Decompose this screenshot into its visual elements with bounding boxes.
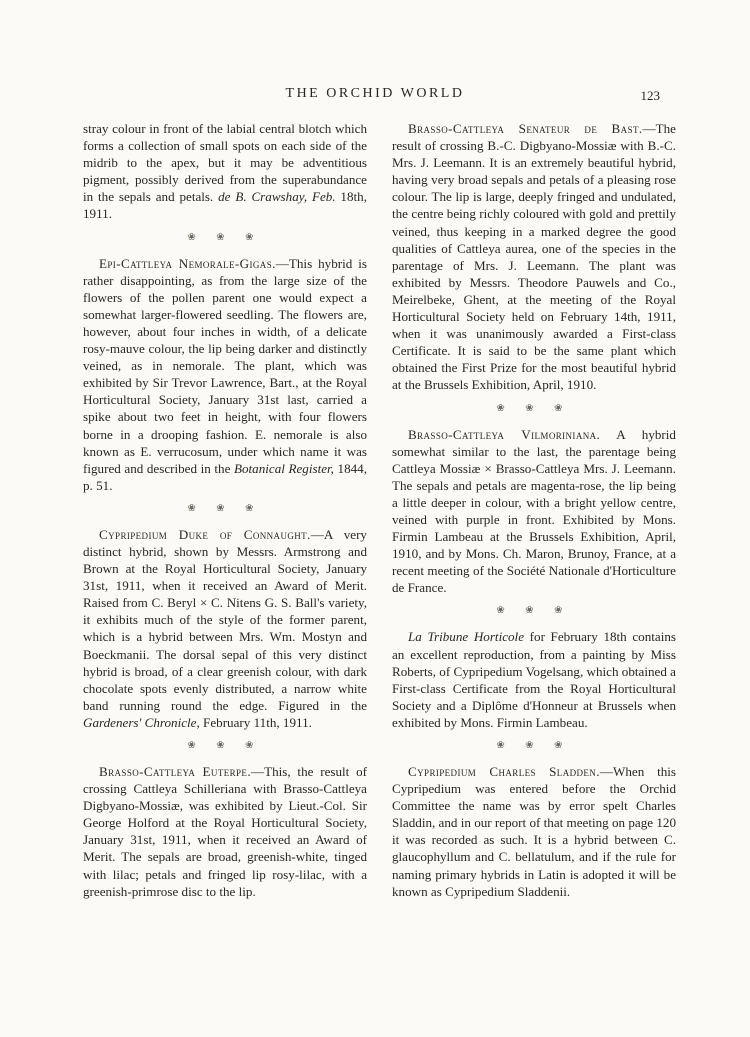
article-brasso-vilmoriniana: [392, 426, 676, 597]
article-body: —A very distinct hybrid, shown by Messrs. Armstrong and Brown at the Royal Horticultural Society, January 31st, 1911, when it received an Award of Merit. Raised from C. Beryl × C. Nitens G. S. Ball's variety, it exhibits much of the style of the former parent, which is a hybrid between Mrs. Wm. Mostyn and Boeckmanii. The dorsal sepal of this very distinct hybrid is broad, of a clear greenish colour, with dark chocolate spots evenly distributed, a narrow white band running round the edge. Figured in the: [83, 526, 367, 713]
right-column: [392, 120, 676, 900]
left-column: [83, 120, 367, 900]
publication-reference: Gardeners' Chronicle,: [83, 714, 200, 730]
article-epi-cattleya: [83, 255, 367, 494]
article-body: —When this Cypripedium was entered before the Orchid Committee the name was by error spelt Charles Sladdin, and in our report of that meeting on page 120 it was recorded as such. It is a hybrid between C. glaucophyllum and C. bellatulum, and if the rule for naming primary hybrids in Latin is adopted it will be known as Cypripedium Sladdenii.: [392, 764, 676, 899]
article-cypripedium-sladden: [392, 763, 676, 900]
page-number: 123: [640, 88, 660, 103]
publication-reference: Botanical Register,: [233, 460, 334, 476]
article-body-end: February 11th, 1911.: [203, 714, 312, 730]
article-tribune-horticole: [392, 628, 676, 731]
ornament-separator: ❀ ❀ ❀: [187, 740, 263, 751]
article-heading: Brasso-Cattleya Senateur de Bast.: [408, 121, 643, 136]
article-body-end: 1844, p. 51.: [83, 460, 367, 493]
article-heading: Brasso-Cattleya Vilmoriniana.: [408, 426, 601, 442]
article-brasso-senateur: [392, 120, 676, 394]
article-heading: Epi-Cattleya Nemorale-Gigas.: [99, 255, 276, 271]
running-title: THE ORCHID WORLD: [285, 86, 465, 101]
ornament-separator: ❀ ❀ ❀: [496, 402, 572, 414]
article-heading: Cypripedium Charles Sladden.: [408, 764, 600, 779]
author-signature: de B. Crawshay, Feb.: [218, 189, 336, 205]
article-brasso-euterpe: [83, 763, 367, 900]
article-heading: Brasso-Cattleya Euterpe.: [99, 764, 251, 779]
ornament-separator: ❀ ❀ ❀: [187, 231, 263, 243]
ornament-separator: ❀ ❀ ❀: [496, 605, 572, 617]
ornament-separator: ❀ ❀ ❀: [496, 740, 572, 751]
article-body: for February 18th contains an excellent reproduction, from a painting by Miss Roberts, of Cypripedium Vogelsang, which obtained a First-class Certificate from the Royal Horticultural Society and a Diplôme d'Honneur at Brussels when exhibited by Mons. Firmin Lambeau.: [392, 629, 676, 730]
signature-date: 18th, 1911.: [83, 189, 367, 222]
article-continuation: [83, 120, 367, 223]
continuation-text: stray colour in front of the labial central blotch which forms a collection of small spots on each side of the midrib to the apex, but it may be adventitious pigment, possibly derived from the superabundance in the sepals and petals.: [83, 121, 367, 205]
article-heading: Cypripedium Duke of Connaught.: [99, 526, 311, 542]
article-body: —This, the result of crossing Cattleya Schilleriana with Brasso-Cattleya Digbyano-Mossiæ, was exhibited by Lieut.-Col. Sir George Holford at the Royal Horticultural Society, January 31st, 1911, when it received an Award of Merit. The sepals are broad, greenish-white, tinged with lilac; petals and fringed lip rosy-lilac, with a greenish-primrose disc to the lip.: [83, 764, 367, 899]
article-body: —The result of crossing B.-C. Digbyano-Mossiæ with B.-C. Mrs. J. Leemann. It is an extremely beautiful hybrid, having very broad sepals and petals of a pleasing rose colour. The lip is large, deeply fringed and undulated, the centre being richly coloured with gold and prettily veined, thus keeping in a marked degree the good qualities of Cattleya aurea, one of the species in the parentage of Mrs. J. Leemann. The plant was exhibited by Messrs. Theodore Pauwels and Co., Meirelbeke, Ghent, at the meeting of the Royal Horticultural Society held on February 14th, 1911, when it was unanimously awarded a First-class Certificate. It is said to be the same plant which obtained the First Prize for the most beautiful hybrid at the Brussels Exhibition, April, 1910.: [392, 121, 676, 393]
ornament-separator: ❀ ❀ ❀: [187, 502, 263, 514]
publication-title: La Tribune Horticole: [408, 629, 525, 645]
article-cypripedium-duke: [83, 526, 367, 731]
article-body: A hybrid somewhat similar to the last, the parentage being Cattleya Mossiæ × Brasso-Cattleya Mrs. J. Leemann. The sepals and petals are magenta-rose, the lip being a little deeper in colour, with a bright yellow centre, veined with purple in front. Exhibited by Mons. Firmin Lambeau at the Brussels Exhibition, April, 1910, and by Mons. Ch. Maron, Brunoy, France, at a recent meeting of the Société Nationale d'Horticulture de France.: [392, 426, 676, 596]
article-body: —This hybrid is rather disappointing, as from the large size of the flowers of the pollen parent one would expect a somewhat larger-flowered seedling. The flowers are, however, about four inches in width, of a delicate rosy-mauve colour, the lip being darker and distinctly veined, as in nemorale. The plant, which was exhibited by Sir Trevor Lawrence, Bart., at the Royal Horticultural Society, January 31st last, carried a spike about two feet in height, with four flowers borne in a drooping fashion. E. nemorale is also known as E. verrucosum, under which name it was figured and described in the: [83, 255, 367, 476]
